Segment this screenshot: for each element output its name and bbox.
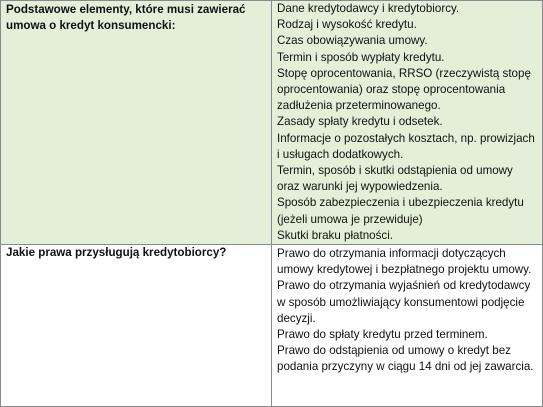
answer-line: Zasady spłaty kredytu i odsetek.	[277, 115, 443, 129]
answer-line: Prawo do otrzymania wyjaśnień od kredytodawcy w sposób umożliwiający konsumentowi podjęcie decyzji.	[277, 279, 531, 325]
answer-line: Termin i sposób wypłaty kredytu.	[277, 50, 445, 64]
question-cell	[1, 1, 272, 245]
answer-line: Termin, sposób i skutki odstąpienia od umowy oraz warunki jej wypowiedzenia.	[277, 164, 513, 194]
answer-line: Prawo do spłaty kredytu przed terminem.	[277, 328, 488, 342]
question-text: Jakie prawa przysługują kredytobiorcy?	[6, 246, 227, 260]
question-text: Podstawowe elementy, które musi zawierać umowa o kredyt konsumencki:	[6, 3, 246, 33]
answer-line: Stopę oprocentowania, RRSO (rzeczywistą stopę oprocentowania) oraz stopę oprocentowania zadłużenia przeterminowanego.	[277, 66, 531, 113]
table-row-basic-elements	[1, 1, 543, 245]
answer-line: Sposób zabezpieczenia i ubezpieczenia kredytu (jeżeli umowa je przewiduje)	[277, 196, 524, 226]
question-cell	[1, 245, 272, 407]
answer-line: Rodzaj i wysokość kredytu.	[277, 18, 417, 32]
answer-line: Prawo do odstąpienia od umowy o kredyt bez podania przyczyny w ciągu 14 dni od jej zawarcia.	[277, 344, 534, 374]
answer-line: Dane kredytodawcy i kredytobiorcy.	[277, 2, 460, 15]
answer-cell	[272, 245, 543, 407]
answer-cell	[272, 1, 543, 245]
table-row-borrower-rights	[1, 245, 543, 407]
answer-line: Prawo do otrzymania informacji dotyczących umowy kredytowej i bezpłatnego projektu umowy.	[277, 247, 532, 277]
answer-line: Czas obowiązywania umowy.	[277, 34, 428, 48]
answer-line: Informacje o pozostałych kosztach, np. prowizjach i usługach dodatkowych.	[277, 131, 535, 161]
answer-line: Skutki braku płatności.	[277, 228, 393, 242]
